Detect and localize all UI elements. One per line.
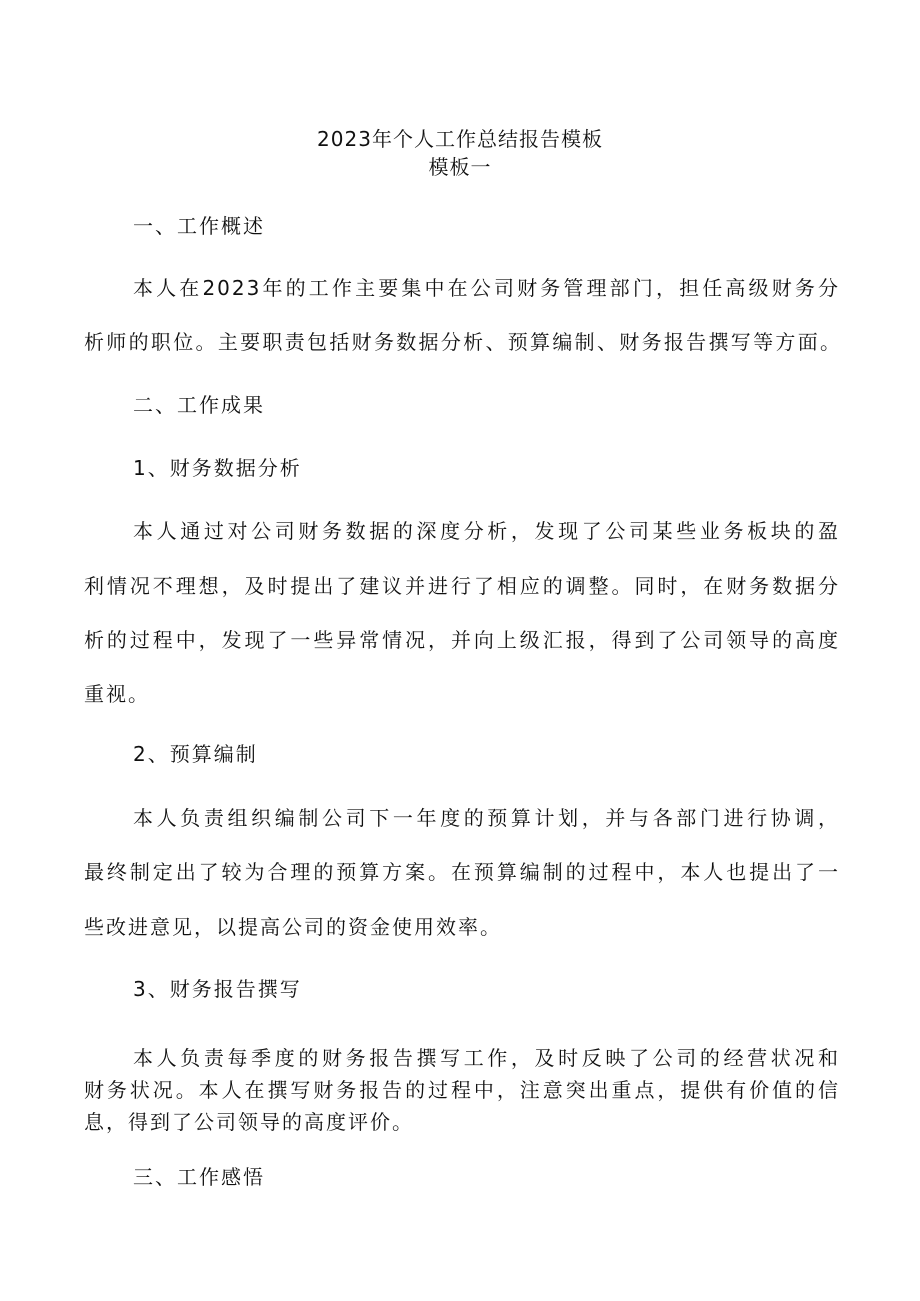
paragraph-line: 利情况不理想，及时提出了建议并进行了相应的调整。同时，在财务数据分	[84, 574, 840, 598]
paragraph-line: 析师的职位。主要职责包括财务数据分析、预算编制、财务报告撰写等方面。	[84, 330, 840, 354]
paragraph-line: 析的过程中，发现了一些异常情况，并向上级汇报，得到了公司领导的高度	[84, 628, 840, 652]
paragraph-line: 息，得到了公司领导的高度评价。	[84, 1110, 414, 1134]
paragraph-line: 本人在2023年的工作主要集中在公司财务管理部门，担任高级财务分	[133, 276, 840, 300]
subsection-heading-financial-reporting: 3、财务报告撰写	[133, 977, 302, 1001]
paragraph-line: 本人负责组织编制公司下一年度的预算计划，并与各部门进行协调，	[133, 806, 840, 830]
paragraph-line: 些改进意见，以提高公司的资金使用效率。	[84, 915, 502, 939]
paragraph-line: 本人负责每季度的财务报告撰写工作，及时反映了公司的经营状况和	[133, 1046, 840, 1070]
subsection-heading-budgeting: 2、预算编制	[133, 742, 258, 766]
paragraph-line: 本人通过对公司财务数据的深度分析，发现了公司某些业务板块的盈	[133, 519, 840, 543]
section-heading-overview: 一、工作概述	[133, 214, 265, 238]
subsection-heading-financial-analysis: 1、财务数据分析	[133, 456, 302, 480]
paragraph-line: 重视。	[84, 682, 150, 706]
section-heading-results: 二、工作成果	[133, 393, 265, 417]
section-heading-reflections: 三、工作感悟	[133, 1165, 265, 1189]
document-title: 2023年个人工作总结报告模板	[317, 127, 603, 151]
document-subtitle: 模板一	[428, 155, 492, 179]
paragraph-line: 财务状况。本人在撰写财务报告的过程中，注意突出重点，提供有价值的信	[84, 1078, 840, 1102]
paragraph-line: 最终制定出了较为合理的预算方案。在预算编制的过程中，本人也提出了一	[84, 860, 840, 884]
